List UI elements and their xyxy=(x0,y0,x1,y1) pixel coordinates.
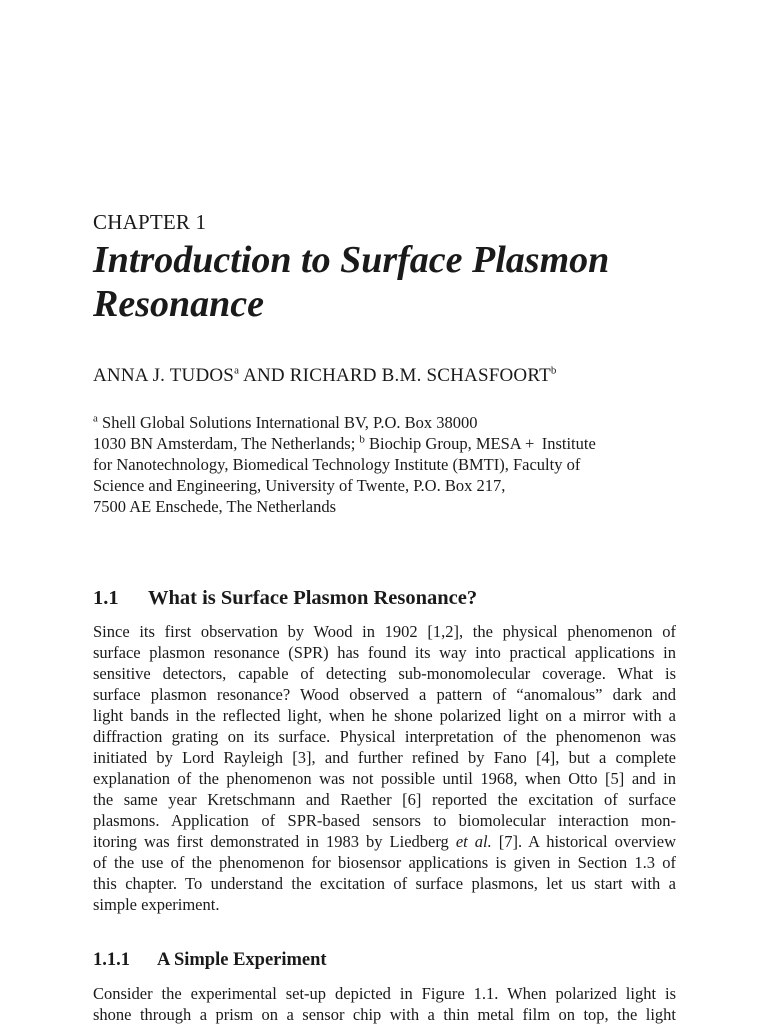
author-connector: AND xyxy=(239,365,290,386)
paragraph-line: explanation of the phenomenon was not possible until 1968, when Otto [5] and in xyxy=(93,769,676,788)
chapter-label: CHAPTER 1 xyxy=(93,210,207,234)
paragraph-line: shone through a prism on a sensor chip with a thin metal film on top, the light xyxy=(93,1005,676,1024)
paragraph-line: of the use of the phenomenon for biosensor applications is given in Section 1.3 of xyxy=(93,853,676,872)
affiliation-line: 7500 AE Enschede, The Netherlands xyxy=(93,497,337,516)
paragraph-line: initiated by Lord Rayleigh [3], and further refined by Fano [4], but a complete xyxy=(93,748,676,767)
paragraph-line: surface plasmon resonance (SPR) has found its way into practical applications in xyxy=(93,643,676,662)
author-2: RICHARD B.M. SCHASFOORT xyxy=(289,365,551,386)
author-1-affiliation-mark: a xyxy=(234,364,240,377)
author-list xyxy=(93,364,557,388)
paragraph-line: Since its first observation by Wood in 1902 [1,2], the physical phenomenon of xyxy=(93,622,676,641)
paragraph-line: diffraction grating on its surface. Physical interpretation of the phenomenon was xyxy=(93,727,676,746)
affiliations xyxy=(93,412,676,517)
section-number: 1.1 xyxy=(93,587,119,609)
paragraph-line: surface plasmon resonance? Wood observed a pattern of “anomalous” dark and xyxy=(93,685,676,704)
paragraph-text: itoring was first demonstrated in 1983 by Liedberg xyxy=(93,832,456,851)
book-page xyxy=(93,0,676,1024)
affiliation-mark-b: b xyxy=(359,433,365,446)
section-title: What is Surface Plasmon Resonance? xyxy=(148,587,478,609)
chapter-title-line-2: Resonance xyxy=(93,283,264,325)
paragraph-line: the same year Kretschmann and Raether [6] reported the excitation of surface xyxy=(93,790,676,809)
paragraph-line: light bands in the reflected light, when he shone polarized light on a mirror with a xyxy=(93,706,676,725)
affiliation-text: Shell Global Solutions International BV, P.O. Box 38000 xyxy=(97,413,478,432)
chapter-title-line-1: Introduction to Surface Plasmon xyxy=(93,239,610,281)
subsection-title: A Simple Experiment xyxy=(157,950,327,970)
section-paragraph xyxy=(93,621,676,915)
affiliation-line xyxy=(93,412,676,433)
affiliation-text: 1030 BN Amsterdam, The Netherlands; xyxy=(93,434,360,453)
affiliation-line: Science and Engineering, University of Twente, P.O. Box 217, xyxy=(93,476,506,495)
paragraph-text: [7]. A historical overview xyxy=(491,832,676,851)
author-1: ANNA J. TUDOS xyxy=(93,365,235,386)
affiliation-text: Biochip Group, MESA + Institute xyxy=(364,434,596,453)
author-2-affiliation-mark: b xyxy=(550,364,557,377)
paragraph-line: simple experiment. xyxy=(93,895,220,914)
paragraph-line xyxy=(93,831,676,852)
paragraph-line: this chapter. To understand the excitation of surface plasmons, let us start with a xyxy=(93,874,676,893)
subsection-number: 1.1.1 xyxy=(93,950,130,970)
affiliation-line xyxy=(93,433,676,454)
citation-et-al: et al. xyxy=(455,832,492,851)
paragraph-line: sensitive detectors, capable of detecting sub-monomolecular coverage. What is xyxy=(93,664,676,683)
subsection-heading xyxy=(93,948,327,972)
paragraph-line: plasmons. Application of SPR-based sensors to biomolecular interaction mon- xyxy=(93,811,676,830)
affiliation-mark-a: a xyxy=(93,412,98,425)
section-heading xyxy=(93,585,477,611)
affiliation-line: for Nanotechnology, Biomedical Technology Institute (BMTI), Faculty of xyxy=(93,455,581,474)
subsection-paragraph xyxy=(93,983,676,1025)
paragraph-line: Consider the experimental set-up depicted in Figure 1.1. When polarized light is xyxy=(93,984,676,1003)
chapter-title xyxy=(93,238,676,326)
